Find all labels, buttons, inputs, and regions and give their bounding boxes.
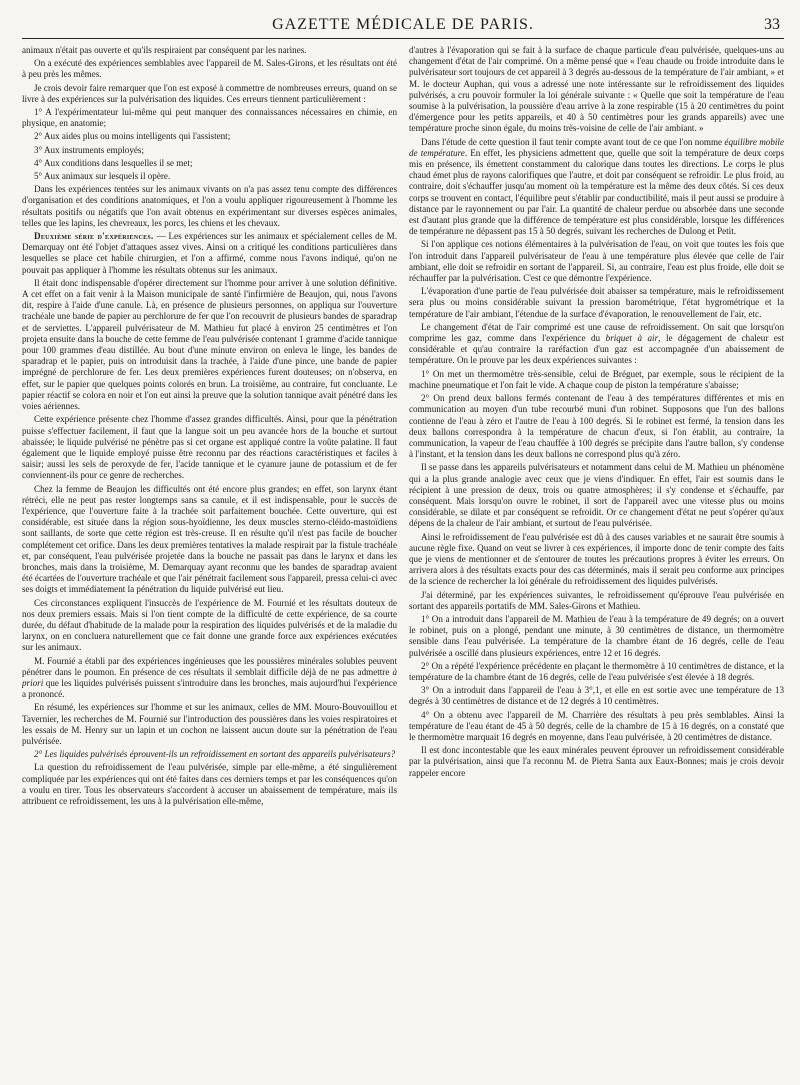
paragraph: Je crois devoir faire remarquer que l'on est exposé à commettre de nombreuses erreurs, quand on se livre à des expériences sur la pulvérisation des liquides. Ces erreurs tiennent particulièrement :: [22, 82, 397, 104]
experiment-item: 3° On a introduit dans l'appareil de l'eau à 3°,1, et elle en est sortie avec une température de 13 degrés à 30 centimètres de distance et de 12 degrés à 10 centimètres.: [409, 685, 784, 707]
paragraph-text: . En effet, les physiciens admettent que, quelle que soit la température de deux corps mis en présence, ils émettent constamment du calorique dans toutes les directions. Le corps le plus chaud émet plus de rayons calorifiques que l'autre, et doit par conséquent se refroidir. Le plus froid, au contraire, doit s'échauffer jusqu'au moment où la température est la même des deux côtés. Si ces deux corps se trouvent en contact, l'équilibre peut s'établir par conductibilité, mais il peut aussi se produire à distance par le rayonnement ou par l'air. La quantité de chaleur perdue ou absorbée dans une seconde est d'autant plus grande que la différence de température est plus considérable, lorsque les différences de température ne dépassent pas 15 à 50 degrés, suivant les recherches de Dulong et Petit.: [409, 147, 784, 237]
list-item: 2° Aux aides plus ou moins intelligents qui l'assistent;: [34, 131, 231, 142]
experiment-item: 4° On a obtenu avec l'appareil de M. Charrière des résultats à peu près semblables. Ainsi la température de l'eau étant de 45 à 50 degrés, celle de la chambre de 15 à 16 degrés, on a constaté que le thermomètre marquait 16 degrés en moyenne, dans l'eau pulvérisée, à 20 centimètres de distance.: [409, 709, 784, 742]
paragraph: Ainsi le refroidissement de l'eau pulvérisée est dû à des causes variables et ne saurait être soumis à aucune règle fixe. Quand on veut se livrer à ces expériences, il importe donc de tenir compte des faits que je viens de mentionner et de s'entourer de toutes les précautions propres à éviter les erreurs. On arrivera alors à des résultats exacts pour des cas déterminés, mais il serait peu conforme aux principes de la science de rechercher la loi générale du refroidissement des liquides pulvérisés.: [409, 531, 784, 587]
two-column-body: [22, 45, 784, 1081]
paragraph: Il était donc indispensable d'opérer directement sur l'homme pour arriver à une solution définitive. A cet effet on a fait venir à la Maison municipale de santé l'infirmière de Beaujon, qui, nous l'avons dit, respire à l'aide d'une canule. Là, en présence de plusieurs personnes, on appliqua sur l'ouverture trachéale une bande de papier au perchlorure de fer que l'on recouvrit de plusieurs bandes de sparadrap et de serviettes. L'appareil pulvérisateur de M. Mathieu fut placé à environ 25 centimètres et l'on projeta ensuite dans la bouche de cette femme de l'eau pulvérisée contenant 1 gramme d'acide tannique pour 100 grammes d'eau distillée. Au bout d'une minute environ on enleva le linge, les bandes de sparadrap et le papier, puis on introduisit dans la trachée, à l'aide d'une pince, une bande de papier imprégné de perchlorure de fer. Les deux premières expériences furent douteuses; on n'observa, en effet, sur le papier que quelques points colorés en brun. La troisième, au contraire, fut concluante. Le papier réactif se colora en noir et l'on eut ainsi la preuve que la solution tannique avait pénétré dans les voies aériennes.: [22, 277, 397, 412]
paragraph-text: , le dégagement de chaleur est considérable et qu'au contraire la raréfaction d'un gaz est accompagnée d'un abaissement de température. On le prouve par les deux expériences suivantes :: [409, 333, 784, 366]
paragraph: [22, 656, 397, 701]
emphasis: à priori: [22, 666, 397, 688]
list-item: 4° Aux conditions dans lesquelles il se met;: [34, 157, 193, 168]
paragraph: J'ai déterminé, par les expériences suivantes, le refroidissement qu'éprouve l'eau pulvérisée en sortant des appareils portatifs de MM. Sales-Girons et Mathieu.: [409, 589, 784, 611]
paragraph: animaux n'était pas ouverte et qu'ils respiraient par conséquent par les narines.: [22, 45, 307, 55]
running-title: GAZETTE MÉDICALE DE PARIS.: [272, 16, 534, 33]
emphasis: briquet à air: [605, 333, 659, 344]
paragraph: Chez la femme de Beaujon les difficultés ont été encore plus grandes; en effet, son larynx étant rétréci, elle ne peut pas rester longtemps sans sa canule, et il est indispensable, pour le succès de l'expérience, que l'ouverture faite à la trachée soit parfaitement bouchée. Cette ouverture, qui est considérable, est située dans la région sous-hyoïdienne, les deux muscles sterno-cléido-mastoïdiens sont saillants, de sorte que cette région est très-creuse. Il en résulte qu'il n'est pas facile de boucher complétement cet orifice. Dans les deux premières tentatives la malade respirait par la fistule trachéale et, par conséquent, l'eau pulvérisée projetée dans la bouche ne passait pas dans le larynx et dans les bronches, mais dans la troisième, M. Demarquay ayant reconnu que les bandes de sparadrap avaient été écartées de l'ouverture trachéale et que l'air pénétrait facilement sous l'appareil, pressa celui-ci avec ses doigts et immédiatement la pénétration du liquide pulvérisé eut lieu.: [22, 483, 397, 595]
paragraph: L'évaporation d'une partie de l'eau pulvérisée doit abaisser sa température, mais le refroidissement sera plus ou moins considérable suivant la pression barométrique, l'état hygrométrique et la température de l'air ambiant, l'étendue de la surface d'évaporation, le renouvellement de l'air, etc.: [409, 286, 784, 319]
paragraph-text: — Les expériences sur les animaux et spécialement celles de M. Demarquay ont été l'objet d'attaques assez vives. Ainsi on a critiqué les conditions particulières dans lesquelles se place cet habile chirurgien, et l'on a affirmé, comme nous l'avons indiqué, qu'on ne pouvait pas appliquer à l'homme les résultats obtenus sur les animaux.: [22, 231, 397, 275]
left-column: [22, 45, 397, 1081]
experiment-item: 1° On met un thermomètre très-sensible, celui de Bréguet, par exemple, sous le récipient de la machine pneumatique et l'on fait le vide. A chaque coup de piston la température s'abaisse;: [409, 368, 784, 390]
paragraph: La question du refroidissement de l'eau pulvérisée, simple par elle-même, a été singulièrement compliquée par les expériences qui ont été faites dans ces derniers temps et par les conséquences qu'on a voulu en tirer. Tous les observateurs s'accordent à accuser un abaissement de température, mais ils attribuent ce refroidissement, les uns à la pulvérisation elle-même,: [22, 762, 397, 806]
paragraph-text: Dans l'étude de cette question il faut tenir compte avant tout de ce que l'on nomme: [421, 136, 725, 147]
paragraph-text: M. Fournié a établi par des expériences ingénieuses que les poussières minérales solubles peuvent pénétrer dans le poumon. En présence de ces résultats il semblait difficile déjà de ne pas admettre: [22, 655, 397, 677]
paragraph: Dans les expériences tentées sur les animaux vivants on n'a pas assez tenu compte des différences d'organisation et des conditions anatomiques, et l'on a voulu appliquer rigoureusement à l'homme les résultats positifs ou négatifs que l'on avait obtenus en expérimentant sur diverses espèces animales, telles que les lapins, les chevreaux, les porcs, les chiens et les chevaux.: [22, 184, 397, 228]
experiment-item: 2° On prend deux ballons fermés contenant de l'eau à des températures différentes et mis en communication au moyen d'un tube recourbé muni d'un robinet. Supposons que l'un des ballons contienne de l'eau à zéro et l'autre de l'eau à 100 degrés. Si le robinet est fermé, la tension dans les deux ballons correspondra à la température de chacun d'eux, si l'on établit, au contraire, la communication, la vapeur de l'eau chauffée à 100 degrés se précipite dans l'autre ballon, s'y condense à l'instant, et la tension dans les deux ballons ne correspond plus qu'à zéro.: [409, 393, 784, 460]
paragraph: [22, 231, 397, 276]
paragraph: Il est donc incontestable que les eaux minérales peuvent éprouver un refroidissement considérable par la pulvérisation, ainsi que l'a reconnu M. de Pietra Santa aux Eaux-Bonnes; mais je crois devoir rappeler encore: [409, 745, 784, 778]
series-heading: Deuxième série d'expériences.: [34, 231, 154, 242]
paragraph: [409, 137, 784, 238]
paragraph: Cette expérience présente chez l'homme d'assez grandes difficultés. Ainsi, pour que la pénétration puisse s'effectuer facilement, il faut que la langue soit un peu avancée hors de la bouche et surtout abaissée; le liquide pulvérisé ne pénètre pas si cet organe est appliqué contre la voûte palatine. Il faut également que le liquide employé puisse être reconnu par des réactions caractéristiques et faciles à saisir; aussi les sels de peroxyde de fer, l'acide tannique et le cyanure jaune de potassium et de fer conviennent-ils pour ce genre de recherches.: [22, 414, 397, 481]
paragraph: d'autres à l'évaporation qui se fait à la surface de chaque particule d'eau pulvérisée, quelques-uns au changement d'état de l'air comprimé. On a même pensé que « l'eau chaude ou froide introduite dans le pulvérisateur sort toujours de cet appareil à 3 degrés au-dessous de la température de l'air ambiant, » et M. le docteur Auphan, qui vous a adressé une note intéressante sur le refroidissement des liquides pulvérisés, a cru pouvoir formuler la loi générale suivante : « Quelle que soit la température de l'eau soumise à la pulvérisation, la poussière d'eau arrive à la zone respirable (15 à 20 centimètres du point d'émergence pour les petits appareils, et 40 à 50 centimètres pour les grands appareils) avec une température proche sinon égale, du moins très-voisine de celle de l'air ambiant. »: [409, 45, 784, 134]
page-header: [22, 12, 784, 39]
experiment-item: 1° On a introduit dans l'appareil de M. Mathieu de l'eau à la température de 49 degrés; on a ouvert le robinet, puis on a plongé, pendant une minute, à 30 centimètres de distance, un thermomètre sensible dans l'eau pulvérisée. La température de la chambre étant de 16 degrés, celle de l'eau pulvérisée a oscillé dans plusieurs expériences, entre 12 et 16 degrés.: [409, 613, 784, 658]
paragraph-text: Le changement d'état de l'air comprimé est une cause de refroidissement. On sait que lorsqu'on comprime les gaz, comme dans l'expérience du: [409, 321, 784, 344]
list-item: 1° A l'expérimentateur lui-même qui peut manquer des connaissances nécessaires en chimie, en physique, en anatomie;: [22, 107, 397, 129]
paragraph: Si l'on applique ces notions élémentaires à la pulvérisation de l'eau, on voit que toutes les fois que l'on introduit dans l'appareil pulvérisateur de l'eau à une température plus élevée que celle de l'air ambiant, elle doit se refroidir en sortant de l'appareil. Si, au contraire, l'eau est plus froide, elle doit se réchauffer par la pulvérisation. C'est ce que démontre l'expérience.: [409, 239, 784, 284]
list-item: 3° Aux instruments employés;: [34, 144, 144, 155]
paragraph: [409, 322, 784, 367]
experiment-item: 2° On a répété l'expérience précédente en plaçant le thermomètre à 10 centimètres de distance, et la température de la chambre étant de 16 degrés, celle de l'eau pulvérisée s'est élevée à 18 degrés.: [409, 660, 784, 682]
paragraph: On a exécuté des expériences semblables avec l'appareil de M. Sales-Girons, et les résultats ont été à peu près les mêmes.: [22, 58, 397, 80]
paragraph-text: que les liquides pulvérisés puissent s'introduire dans les bronches, mais aujourd'hui l'expérience a prononcé.: [22, 677, 397, 700]
right-column: [409, 45, 784, 1081]
paragraph: En résumé, les expériences sur l'homme et sur les animaux, celles de MM. Mouro-Bouvouillou et Tavernier, les recherches de M. Fournié sur l'introduction des poussières dans les voies respiratoires et les essais de M. Henry sur un lapin et un cochon ne laissent aucun doute sur la pénétration de l'eau pulvérisée.: [22, 702, 397, 746]
paragraph: Ces circonstances expliquent l'insuccès de l'expérience de M. Fournié et les résultats douteux de nos deux premiers essais. Mais si l'on tient compte de la difficulté de cette expérience, de sa courte durée, du défaut d'habitude de la malade pour la respiration des liquides pulvérisés et de la maladie du larynx, on en concluera naturellement que ce fait donne une grande force aux expériences exécutées sur les animaux.: [22, 597, 397, 653]
page-number: 33: [764, 16, 780, 33]
emphasis: équilibre mobile de température: [409, 136, 784, 158]
question-heading: 2° Les liquides pulvérisés éprouvent-ils un refroidissement en sortant des appareils pulvérisateurs?: [34, 749, 396, 760]
list-item: 5° Aux animaux sur lesquels il opère.: [34, 171, 171, 182]
paragraph: Il se passe dans les appareils pulvérisateurs et notamment dans celui de M. Mathieu un phénomène qui a la plus grande analogie avec ceux que je viens d'indiquer. En effet, l'air est soumis dans le récipient à une pression de deux, trois ou quatre atmosphères; il s'y condense et s'échauffe, par conséquent. Mais lorsqu'on ouvre le robinet, il sort de l'appareil avec une vitesse plus ou moins considérable, se dilate et par conséquent se refroidit. Or ce changement d'état ne peut s'opérer qu'aux dépens de la chaleur de l'air ambiant, et surtout de l'eau pulvérisée.: [409, 462, 784, 529]
